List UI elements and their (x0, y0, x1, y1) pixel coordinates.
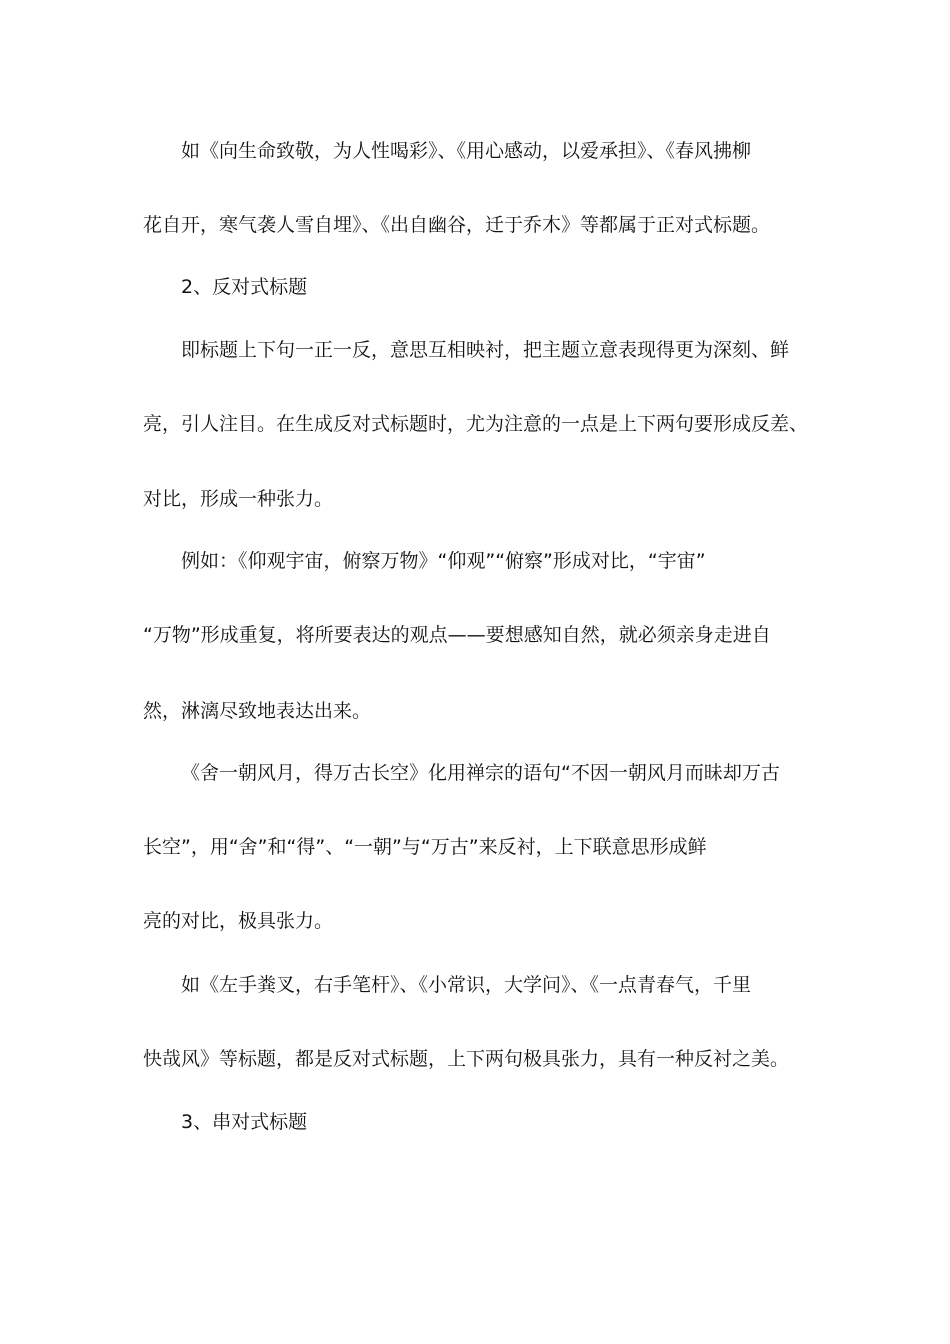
paragraph-line-8: 然，淋漓尽致地表达出来。 (143, 700, 372, 722)
paragraph-line-7: “万物”形成重复，将所要表达的观点——要想感知自然，就必须亲身走进自 (143, 624, 771, 646)
paragraph-line-11: 亮的对比，极具张力。 (143, 910, 334, 932)
paragraph-line-1: 如《向生命致敬，为人性喝彩》、《用心感动，以爱承担》、《春风拂柳 (181, 140, 752, 162)
paragraph-line-10: 长空”，用“舍”和“得”、“一朝”与“万古”来反衬，上下联意思形成鲜 (143, 836, 707, 858)
section-heading-2: 2、反对式标题 (181, 276, 308, 298)
paragraph-line-2: 花自开，寒气袭人雪自埋》、《出自幽谷，迁于乔木》等都属于正对式标题。 (143, 214, 771, 236)
paragraph-line-5: 对比，形成一种张力。 (143, 488, 334, 510)
paragraph-line-12: 如《左手粪叉，右手笔杆》、《小常识，大学问》、《一点青春气，千里 (181, 974, 752, 996)
paragraph-line-9: 《舍一朝风月，得万古长空》化用禅宗的语句“不因一朝风月而昧却万古 (181, 762, 780, 784)
paragraph-line-4: 亮，引人注目。在生成反对式标题时，尤为注意的一点是上下两句要形成反差、 (143, 413, 809, 435)
section-heading-3: 3、串对式标题 (181, 1111, 308, 1133)
paragraph-line-3: 即标题上下句一正一反，意思互相映衬，把主题立意表现得更为深刻、鲜 (181, 339, 790, 361)
paragraph-line-13: 快哉风》等标题，都是反对式标题，上下两句极具张力，具有一种反衬之美。 (143, 1048, 790, 1070)
paragraph-line-6: 例如：《仰观宇宙，俯察万物》“仰观”“俯察”形成对比，“宇宙” (181, 550, 706, 572)
